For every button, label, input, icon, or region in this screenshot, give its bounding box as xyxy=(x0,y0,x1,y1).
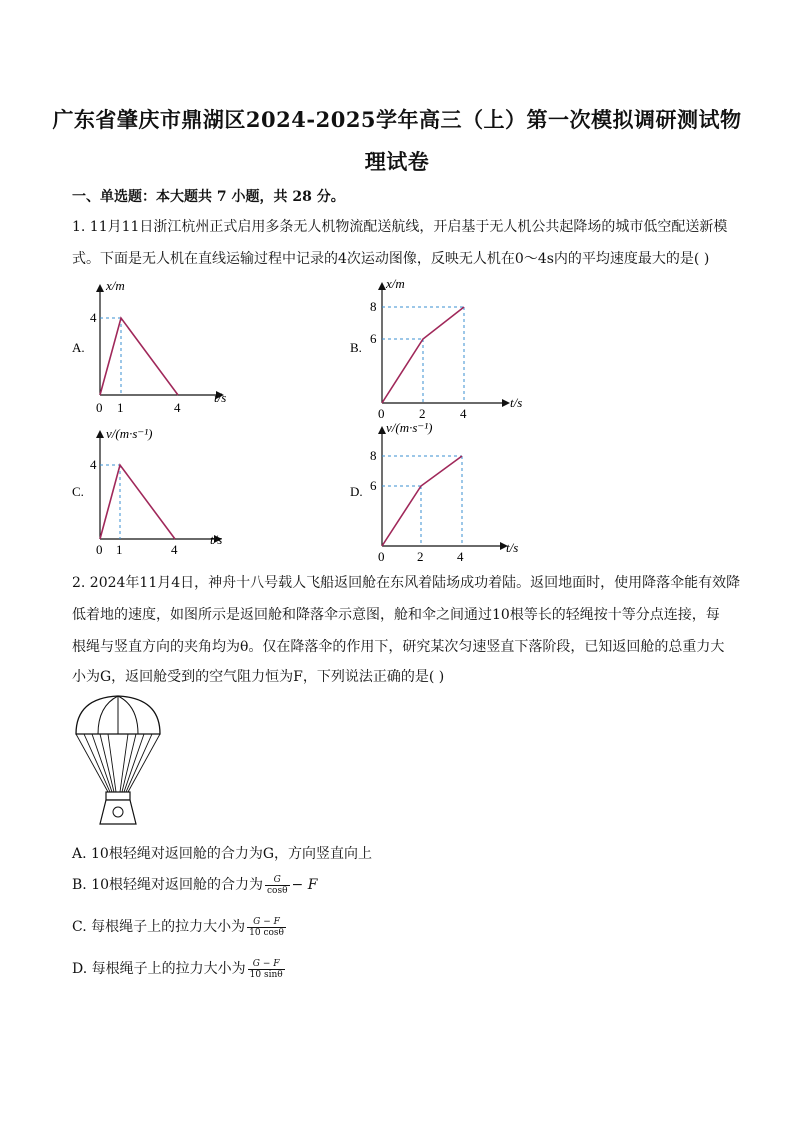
graph-c xyxy=(70,422,250,566)
section-heading: 一、单选题：本大题共 7 小题，共 28 分。 xyxy=(72,189,345,205)
graph-b-x-arrow xyxy=(502,399,510,407)
graph-b-xtick-2: 2 xyxy=(419,406,426,418)
option-c-numerator: G − F xyxy=(247,917,286,928)
graph-d-xtick-4: 4 xyxy=(457,549,464,562)
option-b-denominator: cosθ xyxy=(267,885,288,896)
graph-c-y-label: v/(m·s⁻¹) xyxy=(106,426,153,441)
graph-b-y-label: x/m xyxy=(386,276,405,291)
graph-a-xtick-0: 0 xyxy=(96,400,103,414)
parachute-svg xyxy=(72,694,164,828)
graph-d-ytick-6: 6 xyxy=(370,478,377,493)
graph-b-x-label: t/s xyxy=(510,395,523,410)
option-b-numerator: G xyxy=(265,875,290,886)
capsule-top xyxy=(106,792,130,800)
graph-b-xtick-4: 4 xyxy=(460,406,467,418)
graph-b-xtick-0: 0 xyxy=(378,406,385,418)
option-d-denominator: 10 sinθ xyxy=(249,969,283,980)
graph-c-xtick-4: 4 xyxy=(171,542,178,557)
option-c-text: C. 每根绳子上的拉力大小为 xyxy=(72,919,246,935)
graph-b xyxy=(348,270,538,422)
option-a: A. 10根轻绳对返回舱的合力为G，方向竖直向上 xyxy=(72,846,373,862)
option-d-numerator: G − F xyxy=(248,959,285,970)
option-b-tail: − F xyxy=(291,877,318,893)
graph-d-option-label: D. xyxy=(350,484,363,499)
graph-a-xtick-1: 1 xyxy=(117,400,124,414)
graph-b-svg xyxy=(348,270,538,418)
graph-d-xtick-2: 2 xyxy=(417,549,424,562)
graph-d-ytick-8: 8 xyxy=(370,448,377,463)
graph-a-x-label: t/s xyxy=(214,390,227,405)
graph-c-option-label: C. xyxy=(72,484,84,499)
graph-b-y-arrow xyxy=(378,282,386,290)
option-b xyxy=(72,874,317,896)
graph-a-line xyxy=(100,318,178,395)
option-d-fraction xyxy=(248,959,285,980)
graph-d-y-label: v/(m·s⁻¹) xyxy=(386,420,433,435)
option-d-text: D. 每根绳子上的拉力大小为 xyxy=(72,961,246,977)
graph-c-y-arrow xyxy=(96,430,104,438)
canopy-panel-right xyxy=(118,696,138,734)
graph-c-svg xyxy=(70,422,250,562)
q2-text-line-2: 低着地的速度，如图所示是返回舱和降落伞示意图，舱和伞之间通过10根等长的轻绳按十等分点连接，每 xyxy=(72,607,720,623)
graph-a-xtick-4: 4 xyxy=(174,400,181,414)
option-b-fraction xyxy=(265,875,290,896)
graph-d-y-arrow xyxy=(378,426,386,434)
graph-d-svg xyxy=(348,416,538,562)
graph-d-xtick-0: 0 xyxy=(378,549,385,562)
parachute-ropes xyxy=(76,734,160,792)
graph-b-option-label: B. xyxy=(350,340,362,355)
graph-d-line xyxy=(382,456,462,546)
graph-a-option-label: A. xyxy=(72,340,85,355)
q1-text-line-1: 1. 11月11日浙江杭州正式启用多条无人机物流配送航线，开启基于无人机公共起降场的城市低空配送新模 xyxy=(72,219,728,235)
graph-a xyxy=(70,274,250,418)
option-b-text: B. 10根轻绳对返回舱的合力为 xyxy=(72,877,264,893)
graph-a-svg xyxy=(70,274,250,414)
return-capsule xyxy=(100,800,136,824)
option-d xyxy=(72,958,287,980)
q2-text-line-1: 2. 2024年11月4日，神舟十八号载人飞船返回舱在东风着陆场成功着陆。返回地面时，使用降落伞能有效降 xyxy=(72,575,741,591)
q1-text-line-2: 式。下面是无人机在直线运输过程中记录的4次运动图像，反映无人机在0～4s内的平均速度最大的是( ) xyxy=(72,251,710,267)
graph-a-ytick-4: 4 xyxy=(90,310,97,325)
graph-c-xtick-1: 1 xyxy=(116,542,123,557)
q2-text-line-4: 小为G，返回舱受到的空气阻力恒为F，下列说法正确的是( ) xyxy=(72,669,445,685)
title-line-2: 理试卷 xyxy=(364,149,430,174)
title-line-1: 广东省肇庆市鼎湖区2024-2025学年高三（上）第一次模拟调研测试物 xyxy=(52,107,742,132)
option-c-denominator: 10 cosθ xyxy=(249,927,284,938)
parachute-figure xyxy=(72,694,164,832)
graph-b-ytick-8: 8 xyxy=(370,299,377,314)
option-c xyxy=(72,916,288,938)
graph-d xyxy=(348,416,538,566)
graph-c-xtick-0: 0 xyxy=(96,542,103,557)
option-c-fraction xyxy=(247,917,286,938)
graph-a-y-arrow xyxy=(96,284,104,292)
graph-c-x-label: t/s xyxy=(210,532,223,547)
q2-text-line-3: 根绳与竖直方向的夹角均为θ。仅在降落伞的作用下，研究某次匀速竖直下落阶段，已知返回舱的总重力大 xyxy=(72,639,725,655)
graph-c-ytick-4: 4 xyxy=(90,457,97,472)
graph-a-y-label: x/m xyxy=(106,278,125,293)
graph-c-line xyxy=(100,465,175,539)
graph-d-x-label: t/s xyxy=(506,540,519,555)
graph-b-ytick-6: 6 xyxy=(370,331,377,346)
canopy-panel-left xyxy=(98,696,118,734)
